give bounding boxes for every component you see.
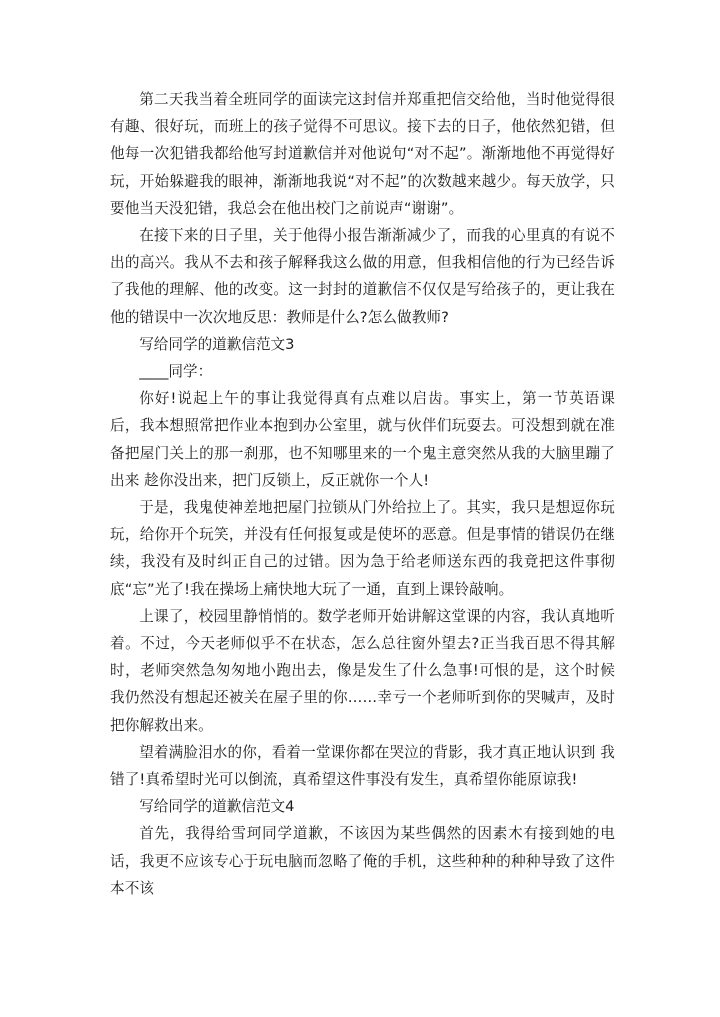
paragraph-4: 于是，我鬼使神差地把屋门拉锁从门外给拉上了。其实，我只是想逗你玩玩，给你开个玩笑，并没有任何报复或是使坏的恶意。但是事情的错误仍在继续，我没有及时纠正自己的过错。因为急于给老师送东西的我竟把这件事彻底“忘”光了!我在操场上痛快地大玩了一通，直到上课铃敲响。 [110, 499, 615, 598]
section-heading-3: 写给同学的道歉信范文3 [139, 335, 295, 353]
paragraph-6: 望着满脸泪水的你，看着一堂课你都在哭泣的背影，我才真正地认识到 我错了!真希望时光可以倒流，真希望这件事没有发生，真希望你能原谅我! [110, 743, 615, 789]
paragraph-5: 上课了，校园里静悄悄的。数学老师开始讲解这堂课的内容，我认真地听着。不过，今天老师似乎不在状态，怎么总往窗外望去?正当我百思不得其解时，老师突然急匆匆地小跑出去，像是发生了什么急事!可恨的是，这个时候我仍然没有想起还被关在屋子里的你……幸亏一个老师听到你的哭喊声，及时把你解救出来。 [110, 607, 615, 734]
document-page [110, 86, 615, 902]
section-heading-4: 写给同学的道歉信范文4 [139, 798, 295, 816]
paragraph-7: 首先，我得给雪珂同学道歉，不该因为某些偶然的因素木有接到她的电话，我更不应该专心于玩电脑而忽略了俺的手机，这些种种的种种导致了这件本不该 [110, 825, 615, 897]
paragraph-3: 你好!说起上午的事让我觉得真有点难以启齿。事实上，第一节英语课后，我本想照常把作业本抱到办公室里，就与伙伴们玩耍去。可没想到就在准备把屋门关上的那一刹那，也不知哪里来的一个鬼主意突然从我的大脑里蹦了出来 趁你没出来，把门反锁上，反正就你一个人! [110, 390, 615, 489]
letter-salutation: ____同学： [139, 363, 213, 381]
paragraph-2: 在接下来的日子里，关于他得小报告渐渐减少了，而我的心里真的有说不出的高兴。我从不去和孩子解释我这么做的用意，但我相信他的行为已经告诉了我他的理解、他的改变。这一封封的道歉信不仅仅是写给孩子的，更让我在他的错误中一次次地反思：教师是什么?怎么做教师? [110, 227, 615, 326]
paragraph-1: 第二天我当着全班同学的面读完这封信并郑重把信交给他，当时他觉得很有趣、很好玩，而班上的孩子觉得不可思议。接下去的日子，他依然犯错，但他每一次犯错我都给他写封道歉信并对他说句“对不起”。渐渐地他不再觉得好玩，开始躲避我的眼神，渐渐地我说“对不起”的次数越来越少。每天放学，只要他当天没犯错，我总会在他出校门之前说声“谢谢”。 [110, 91, 615, 217]
